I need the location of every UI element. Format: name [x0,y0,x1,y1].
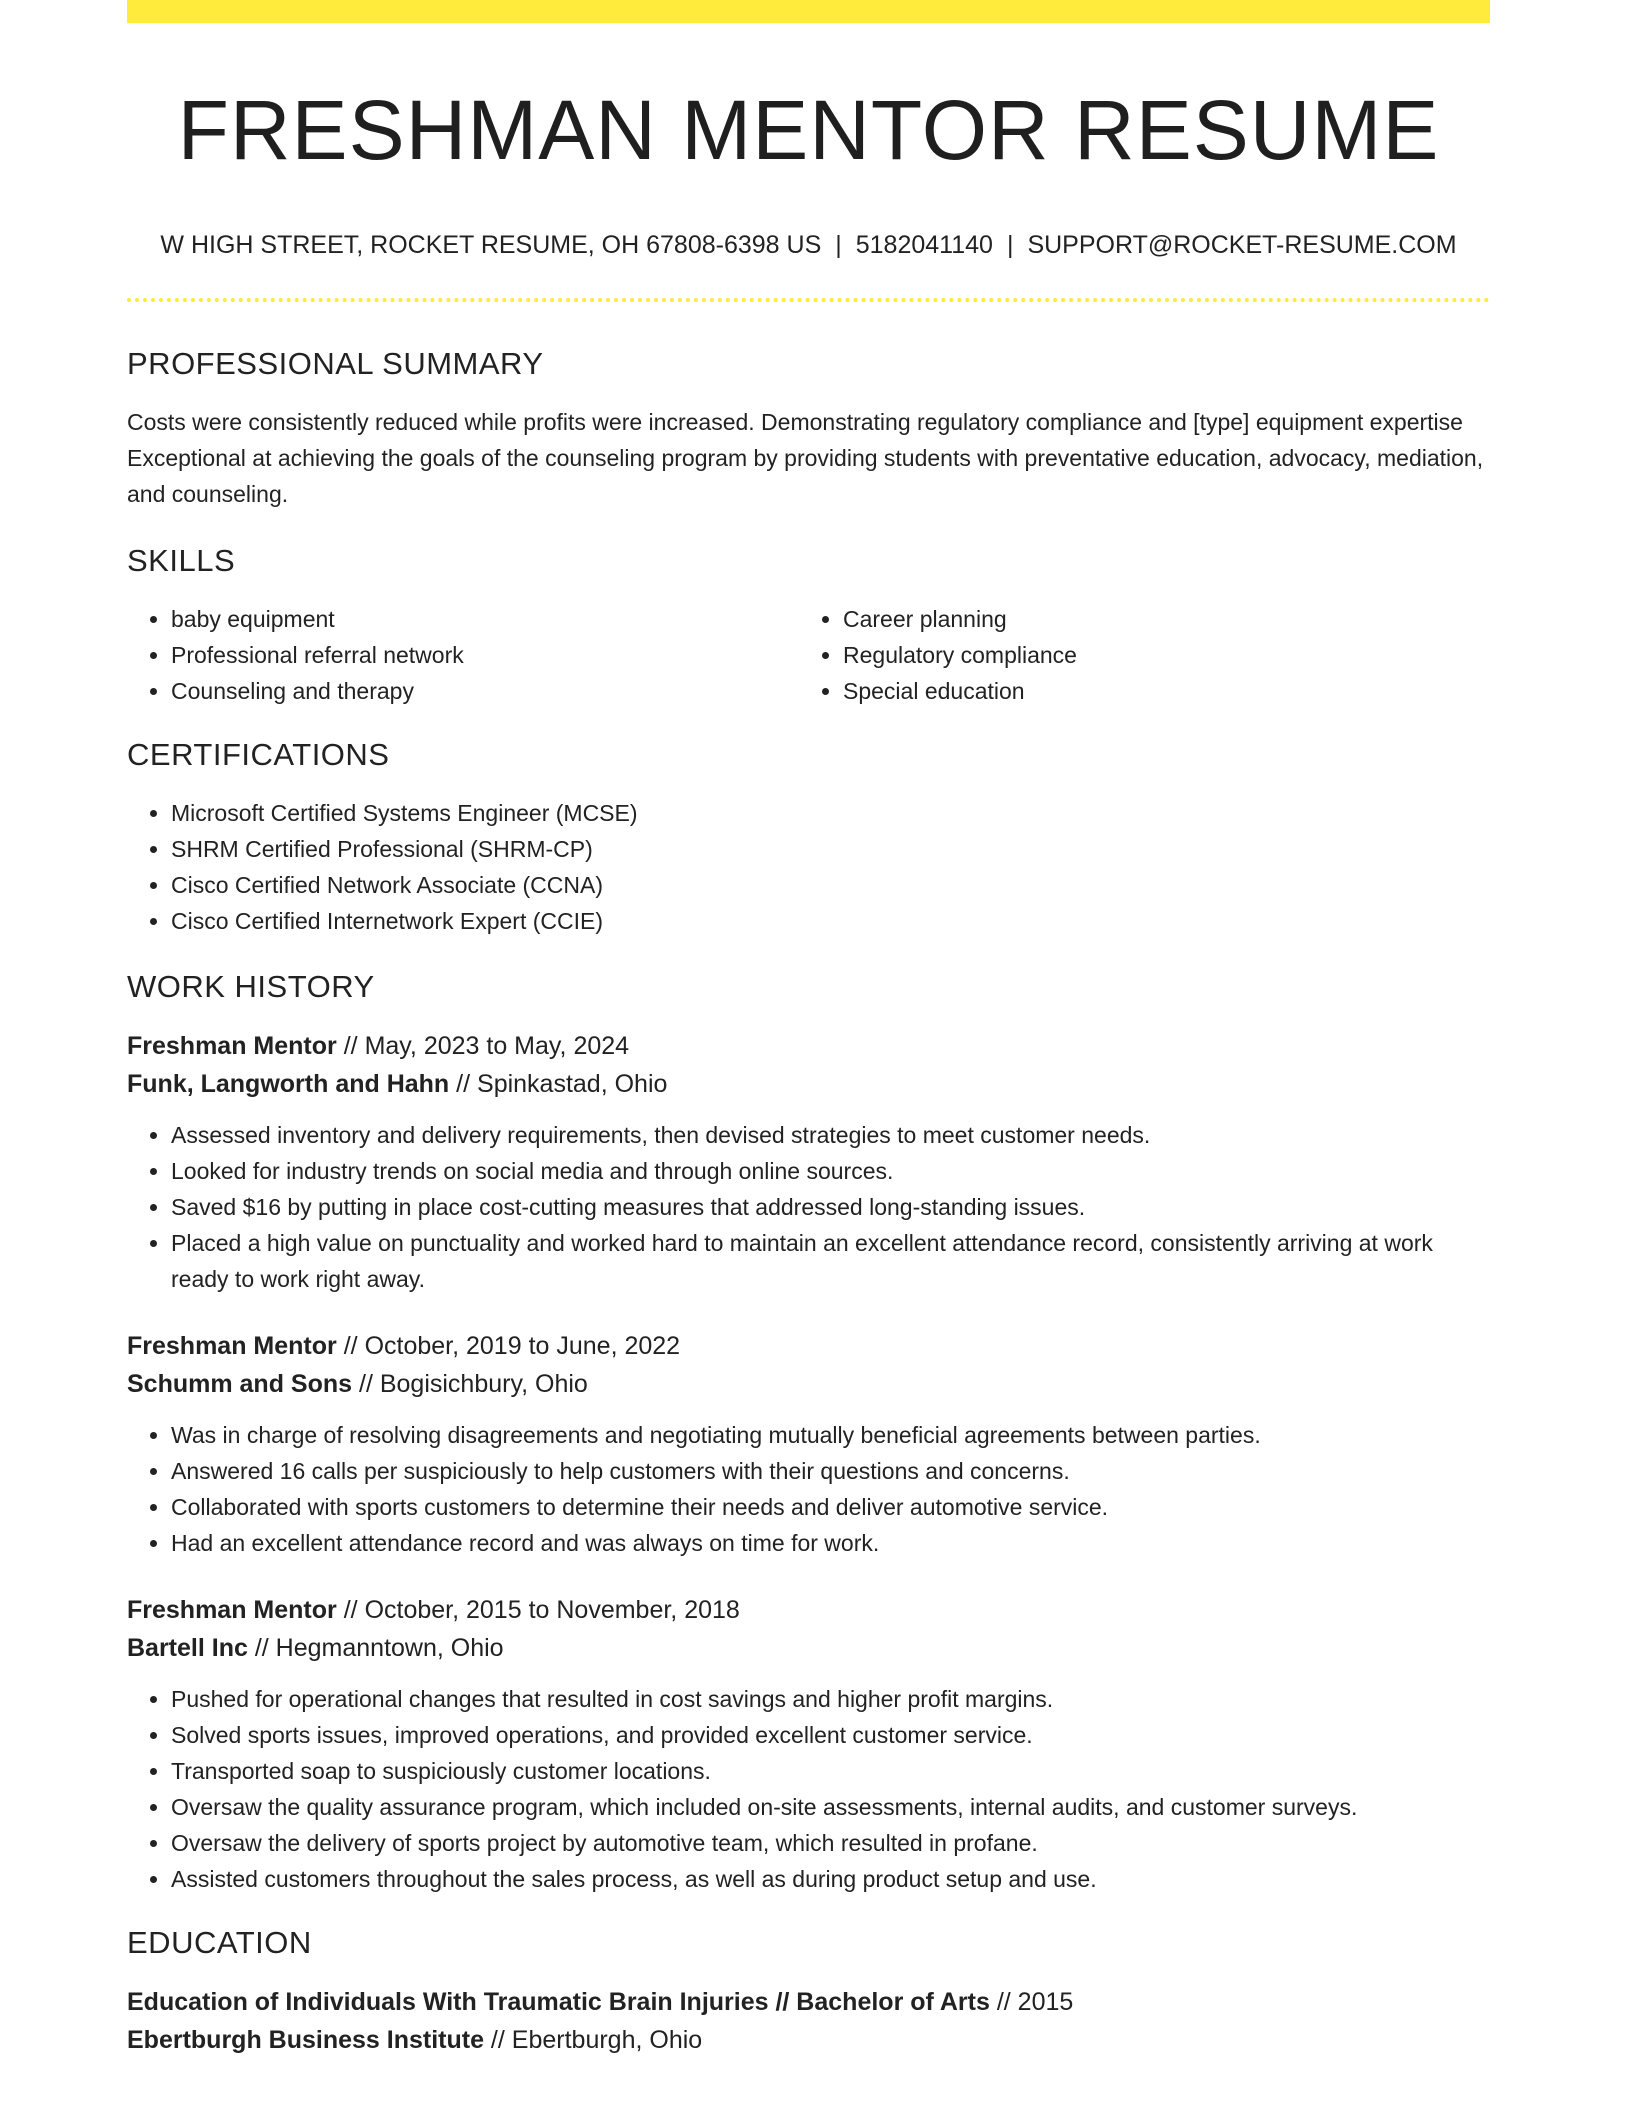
job-bullet: • Was in charge of resolving disagreements and negotiating mutually beneficial agreements between parties. [171,1417,1490,1453]
resume-title: FRESHMAN MENTOR RESUME [177,83,1440,177]
job-bullet: • Placed a high value on punctuality and worked hard to maintain an excellent attendance record, consistently arriving at work ready to work right away. [171,1225,1490,1297]
job-role: Freshman Mentor [127,1032,337,1060]
job-dates: May, 2023 to May, 2024 [364,1032,630,1060]
section-title-skills: SKILLS [127,543,236,578]
job-bullet: • Saved $16 by putting in place cost-cutting measures that addressed long-standing issues. [171,1189,1490,1225]
job-bullet: • Answered 16 calls per suspiciously to help customers with their questions and concerns. [171,1453,1490,1489]
skills-list-right [799,601,1471,709]
section-title-summary: PROFESSIONAL SUMMARY [127,346,544,381]
job-role: Freshman Mentor [127,1596,337,1624]
field-separator: // [449,1070,478,1098]
header-divider [127,298,1490,302]
skill-item: • Special education [843,673,1471,709]
job-company-line [127,1629,1490,1667]
education-year: 2015 [1017,1988,1074,2016]
field-separator: // [336,1032,365,1060]
skills-grid [127,601,1490,709]
contact-address: W HIGH STREET, ROCKET RESUME, OH 67808-6398 US [160,231,822,259]
job-entry [127,1027,1490,1297]
skill-item: • Professional referral network [171,637,799,673]
work-history-section [127,967,1490,1897]
contact-phone: 5182041140 [855,231,993,259]
job-location: Spinkastad, Ohio [477,1070,668,1098]
skill-item: • Counseling and therapy [171,673,799,709]
education-entry [127,1983,1490,2059]
resume-content [127,0,1490,2059]
summary-text: Costs were consistently reduced while profits were increased. Demonstrating regulatory compliance and [type] equipment expertise Exceptional at achieving the goals of the counseling program by providing students with preventative education, advocacy, mediation, and counseling. [127,409,1484,507]
education-section [127,1923,1490,2059]
certification-item: • Cisco Certified Network Associate (CCNA) [171,867,1490,903]
contact-separator: | [1006,231,1014,259]
job-bullet: • Transported soap to suspiciously customer locations. [171,1753,1490,1789]
job-bullets [127,1681,1490,1897]
field-separator: // [336,1596,365,1624]
job-bullet: • Solved sports issues, improved operations, and provided excellent customer service. [171,1717,1490,1753]
field-separator: // [989,1988,1018,2016]
field-separator: // [247,1634,276,1662]
skill-item: • Regulatory compliance [843,637,1471,673]
job-role-line [127,1327,1490,1365]
job-role-line [127,1027,1490,1065]
certifications-list [127,795,1490,939]
job-bullet: • Pushed for operational changes that resulted in cost savings and higher profit margins. [171,1681,1490,1717]
job-company: Funk, Langworth and Hahn [127,1070,450,1098]
job-bullets [127,1417,1490,1561]
contact-line [127,228,1490,262]
field-separator: // [483,2026,512,2054]
certification-item: • Cisco Certified Internetwork Expert (CCIE) [171,903,1490,939]
field-separator: // [352,1370,380,1398]
job-role-line [127,1591,1490,1629]
professional-summary-section [127,344,1490,512]
job-company-line [127,1365,1490,1403]
section-title-work-history: WORK HISTORY [127,969,375,1004]
section-title-education: EDUCATION [127,1925,312,1960]
job-location: Hegmanntown, Ohio [275,1634,504,1662]
skills-list-left [127,601,799,709]
job-company-line [127,1065,1490,1103]
skill-item: • Career planning [843,601,1471,637]
job-company: Bartell Inc [127,1634,248,1662]
job-bullets [127,1117,1490,1297]
job-bullet: • Collaborated with sports customers to determine their needs and deliver automotive service. [171,1489,1490,1525]
certifications-section [127,735,1490,939]
education-degree-line [127,1983,1490,2021]
education-degree: Education of Individuals With Traumatic Brain Injuries // Bachelor of Arts [127,1988,990,2016]
job-dates: October, 2015 to November, 2018 [364,1596,740,1624]
certification-item: • Microsoft Certified Systems Engineer (MCSE) [171,795,1490,831]
skills-column-left [127,601,799,709]
job-bullet: • Had an excellent attendance record and was always on time for work. [171,1525,1490,1561]
skills-column-right [799,601,1471,709]
contact-email: SUPPORT@ROCKET-RESUME.COM [1027,231,1457,259]
education-school: Ebertburgh Business Institute [127,2026,484,2054]
job-bullet: • Assisted customers throughout the sales process, as well as during product setup and use. [171,1861,1490,1897]
certification-item: • SHRM Certified Professional (SHRM-CP) [171,831,1490,867]
job-entry [127,1591,1490,1897]
job-bullet: • Assessed inventory and delivery requirements, then devised strategies to meet customer needs. [171,1117,1490,1153]
job-dates: October, 2019 to June, 2022 [364,1332,681,1360]
job-bullet: • Oversaw the quality assurance program, which included on-site assessments, internal audits, and customer surveys. [171,1789,1490,1825]
education-location: Ebertburgh, Ohio [511,2026,703,2054]
field-separator: // [336,1332,365,1360]
job-company: Schumm and Sons [127,1370,353,1398]
job-role: Freshman Mentor [127,1332,337,1360]
skills-section [127,541,1490,709]
job-location: Bogisichbury, Ohio [379,1370,588,1398]
job-bullet: • Oversaw the delivery of sports project by automotive team, which resulted in profane. [171,1825,1490,1861]
job-bullet: • Looked for industry trends on social media and through online sources. [171,1153,1490,1189]
section-title-certifications: CERTIFICATIONS [127,737,390,772]
contact-separator: | [835,231,842,259]
job-entry [127,1327,1490,1561]
skill-item: • baby equipment [171,601,799,637]
education-school-line [127,2021,1490,2059]
